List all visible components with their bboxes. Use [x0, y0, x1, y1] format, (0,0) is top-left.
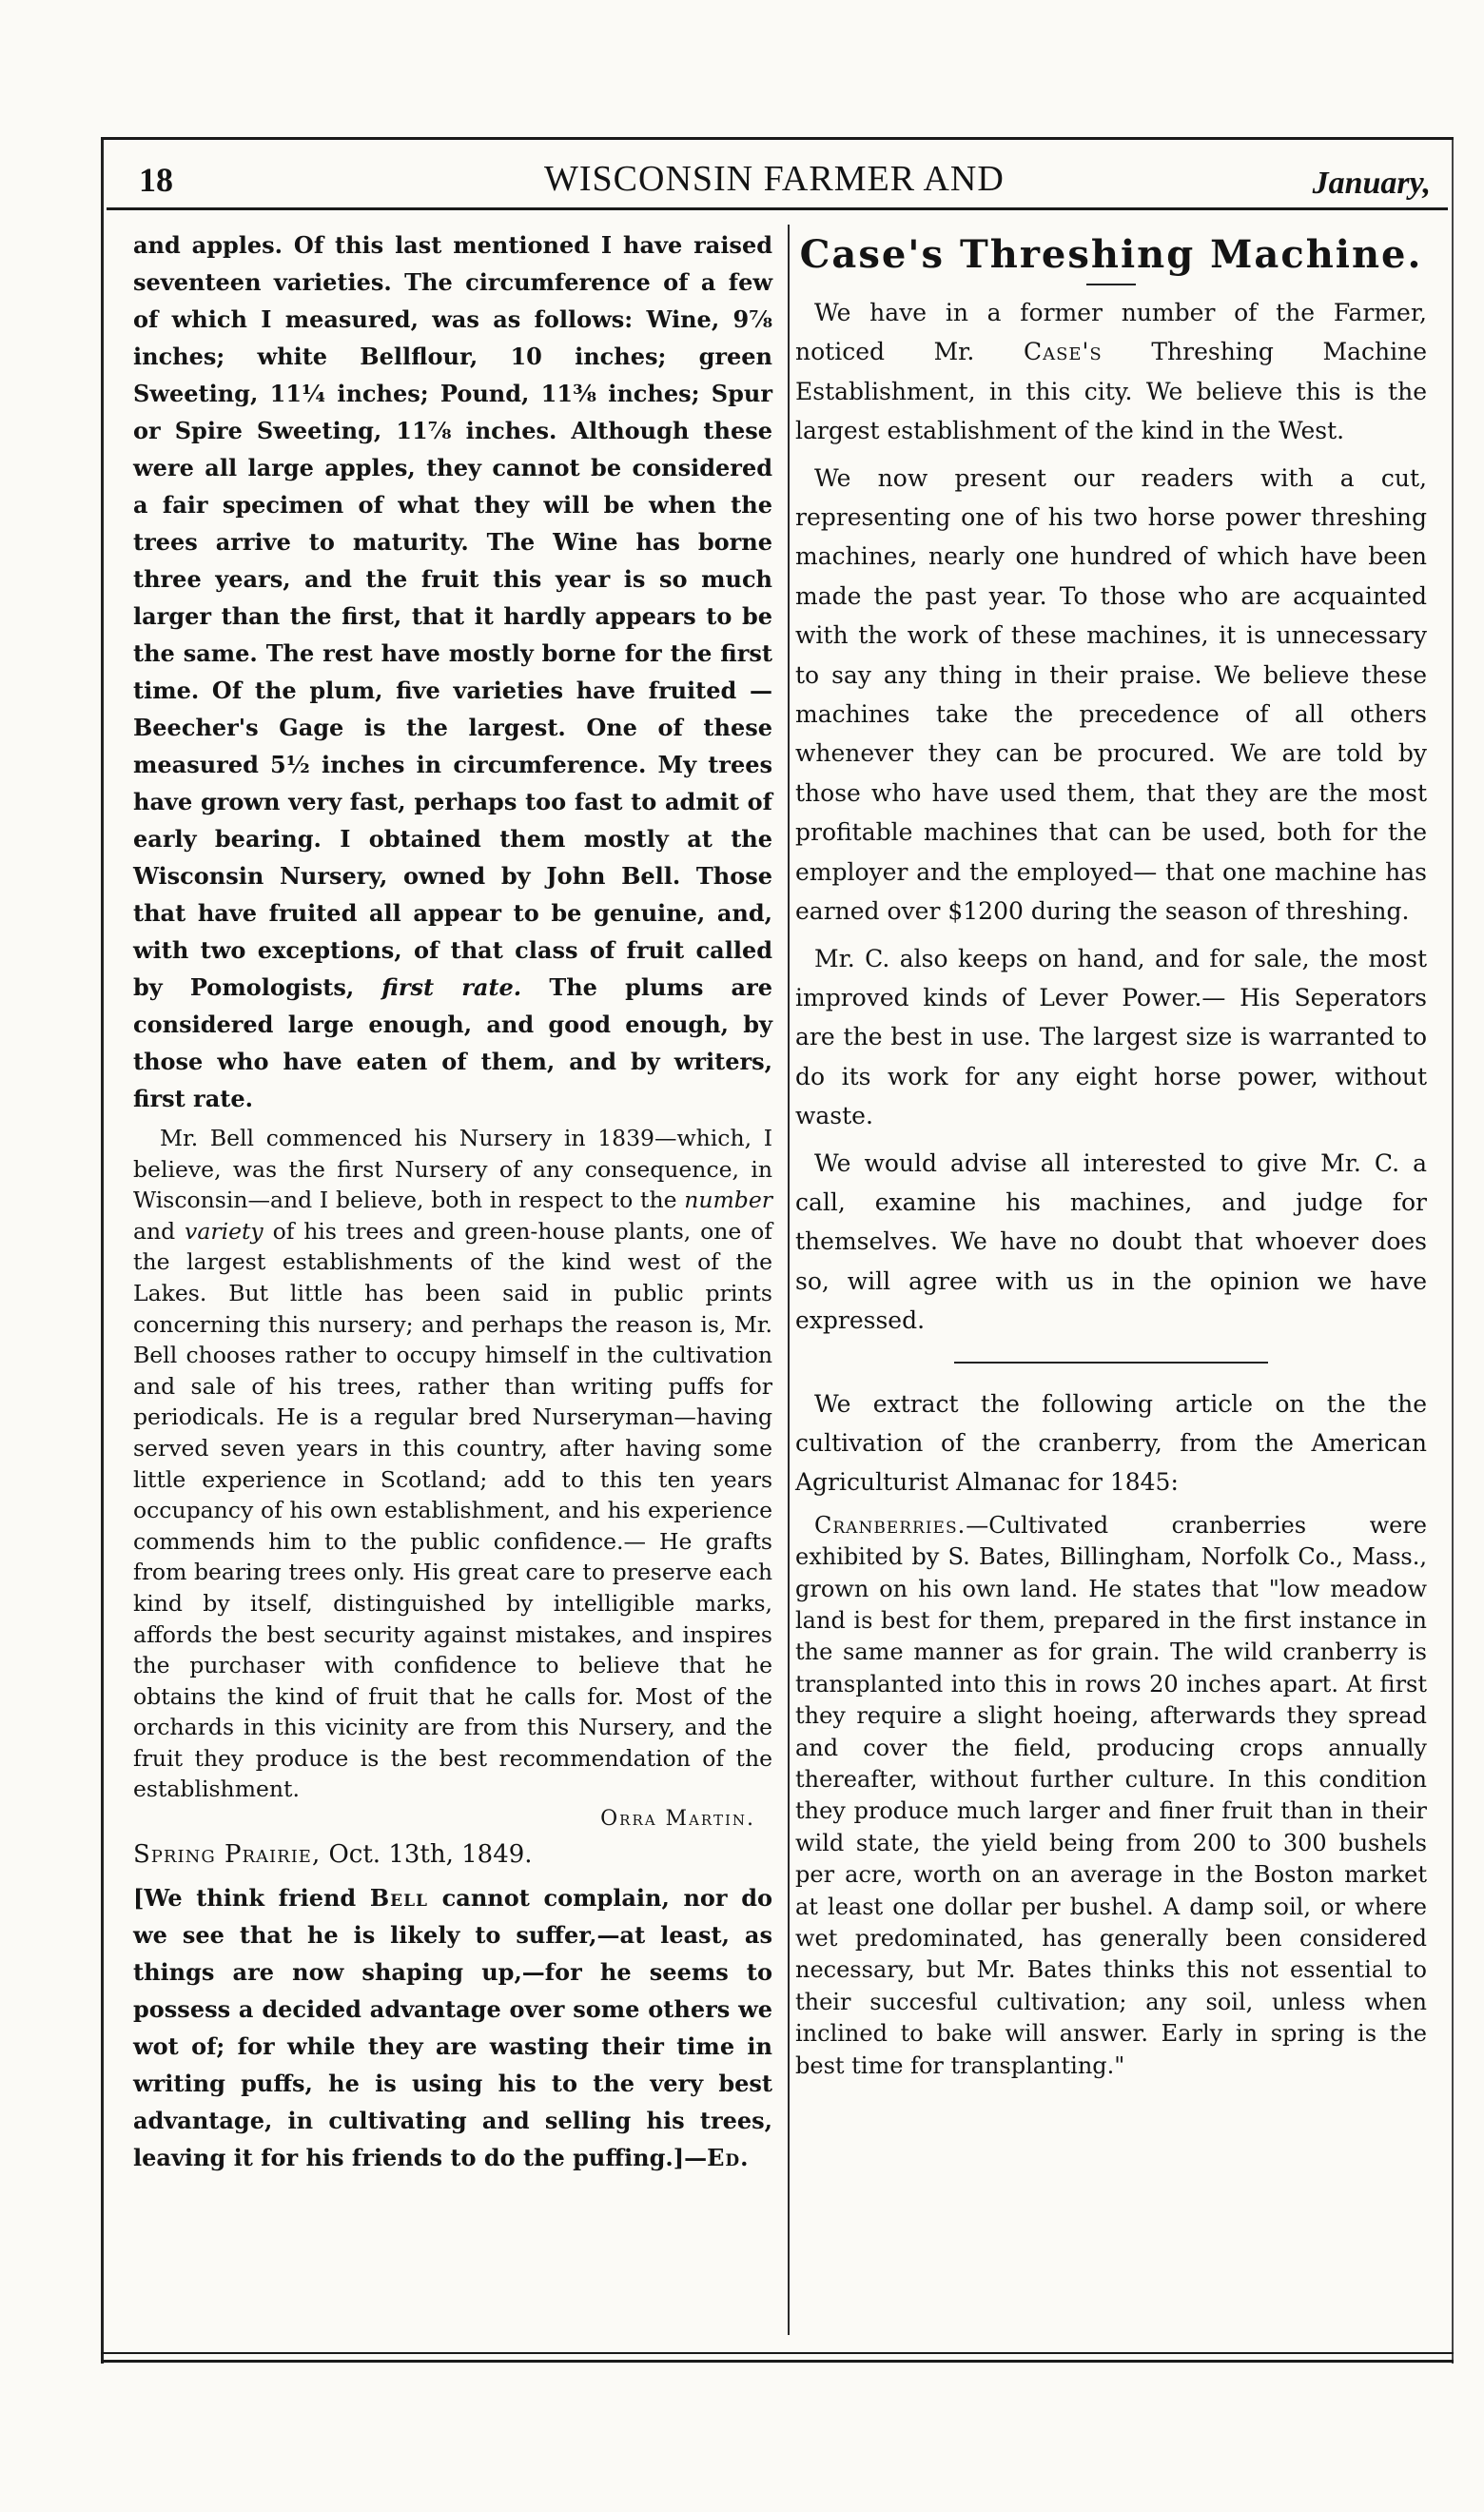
article-paragraph-4: We would advise all interested to give Mr. C. a call, examine his machines, and judge for themselves. We have no doubt that whoever does so, will agree with us in the opinion we have expressed.	[795, 1148, 1427, 1335]
editor-note-name: Bell	[369, 1884, 429, 1913]
italic-number: number	[684, 1187, 772, 1214]
cranberry-lead: Cranberries.	[814, 1511, 967, 1539]
article-paragraph-2: We now present our readers with a cut, representing one of his two horse power threshing machines, nearly one hundred of which have been made the past year. To those who are acquainted with the work of these machines, it is unnecessary to say any thing in their praise. We believe these machines take the precedence of all others whenever they can be procured. We are told by those who have used them, that they are the most profitable machines that can be used, both for the employer and the employed— that one machine has earned over $1200 during the season of threshing.	[795, 463, 1427, 926]
running-month: January,	[1312, 166, 1431, 201]
letter-text: of his trees and green-house plants, one of the largest establishments of the kind west of the Lakes. But little has been said in public prints concerning this nursery; and perhaps the reason is, Mr. Bell chooses rather to occupy himself in the cultivation and sale of his trees, rather than writing puffs for periodicals. He is a regular bred Nurseryman—having served seven years in this country, after having some little experience in Scotland; add to this ten years occupancy of his own establishment, and his experience commends him to the public confidence.— He grafts from bearing trees only. His great care to preserve each kind by itself, distinguished by intelligible marks, affords the best security against mistakes, and inspires the purchaser with confidence to believe that he obtains the kind of fruit that he calls for. Most of the orchards in this vicinity are from this Nursery, and the fruit they produce is the best recommendation of the establishment.	[133, 1217, 772, 1803]
dateline-place: Spring Prairie,	[133, 1840, 322, 1870]
bottom-rule	[101, 2352, 1454, 2354]
letter-text: Mr. Bell commenced his Nursery in 1839—which, I believe, was the first Nursery of any consequence, in Wisconsin—and I believe, both in respect to the	[133, 1125, 772, 1214]
article-name: Case's	[1023, 338, 1103, 366]
header-rule	[107, 207, 1448, 210]
right-column	[795, 226, 1427, 2082]
running-title: WISCONSIN FARMER AND	[544, 159, 1005, 199]
letter-text-end: The plums are considered large enough, and good enough, by those who have eaten of them, and by writers, first rate.	[133, 973, 773, 1112]
italic-phrase: first rate.	[381, 973, 522, 1001]
dateline-date: Oct. 13th, 1849.	[328, 1840, 533, 1870]
cranberry-text: —Cultivated cranberries were exhibited by S. Bates, Billingham, Norfolk Co., Mass., grown on his own land. He states that "low meadow land is best for them, prepared in the first instance in the same manner as for grain. The wild cranberry is transplanted into this in rows 20 inches apart. At first they require a slight hoeing, afterwards they spread and cover the field, producing crops annually thereafter, without further culture. In this condition they produce much larger and finer fruit than in their wild state, the yield being from 200 to 300 bushels per acre, worth on an average in the Boston market at least one dollar per bushel. A damp soil, or where wet predominated, has generally been considered necessary, but Mr. Bates thinks this not essential to their succesful cultivation; any soil, unless when inclined to bake will answer. Early in spring is the best time for transplanting."	[795, 1511, 1427, 2079]
editor-note-text-end: cannot complain, nor do we see that he is likely to suffer,—at least, as things are now shaping up,—for he seems to possess a decided advantage over some others we wot of; for while they are wasting their time in writing puffs, he is using his to the very best advantage, in cultivating and selling his trees, leaving it for his friends to do the puffing.]—	[133, 1884, 772, 2172]
article-text: Threshing Machine Establishment, in this city. We believe this is the largest establishment of the kind in the West.	[795, 338, 1427, 445]
bottom-rule-thick	[101, 2360, 1454, 2363]
author-signature: Orra Martin.	[600, 1807, 755, 1832]
editor-signature: Ed.	[707, 2144, 750, 2172]
letter-paragraph-2	[133, 1123, 772, 1805]
italic-variety: variety	[185, 1217, 264, 1245]
signature-line	[133, 1805, 772, 1834]
dateline	[133, 1835, 772, 1874]
page-number: 18	[139, 161, 173, 199]
article-paragraph-3: Mr. C. also keeps on hand, and for sale, the most improved kinds of Lever Power.— His Seperators are the best in use. The largest size is warranted to do its work for any eight horse power, without waste.	[795, 944, 1427, 1130]
title-rule	[1086, 284, 1136, 285]
editor-note-text: [We think friend	[133, 1884, 357, 1913]
top-rule	[101, 137, 1454, 140]
letter-text: and apples. Of this last mentioned I have raised seventeen varieties. The circumference of a few of which I measured, was as follows: Wine, 9⅞ inches; white Bellflour, 10 inches; green Sweeting, 11¼ inches; Pound, 11⅜ inches; Spur or Spire Sweeting, 11⅞ inches. Although these were all large apples, they cannot be considered a fair specimen of what they will be when the trees arrive to maturity. The Wine has borne three years, and the fruit this year is so much larger than the first, that it hardly appears to be the same. The rest have mostly borne for the first time. Of the plum, five varieties have fruited —Beecher's Gage is the largest. One of these measured 5½ inches in circumference. My trees have grown very fast, perhaps too fast to admit of early bearing. I obtained them mostly at the Wisconsin Nursery, owned by John Bell. Those that have fruited all appear to be genuine, and, with two exceptions, of that class of fruit called by Pomologists,	[133, 231, 772, 1001]
cranberry-article	[795, 1510, 1427, 2082]
article-text: We have in a former number of the Farmer, noticed Mr.	[795, 299, 1427, 366]
editor-note	[133, 1879, 772, 2176]
article-title: Case's Threshing Machine.	[799, 232, 1423, 277]
section-separator	[954, 1362, 1268, 1364]
letter-paragraph-1	[133, 226, 772, 1117]
extract-intro: We extract the following article on the the cultivation of the cranberry, from the American Agriculturist Almanac for 1845:	[795, 1389, 1427, 1497]
letter-and: and	[133, 1217, 176, 1245]
left-column	[133, 226, 772, 2176]
column-divider	[788, 225, 790, 2335]
article-paragraph-1	[795, 293, 1427, 451]
